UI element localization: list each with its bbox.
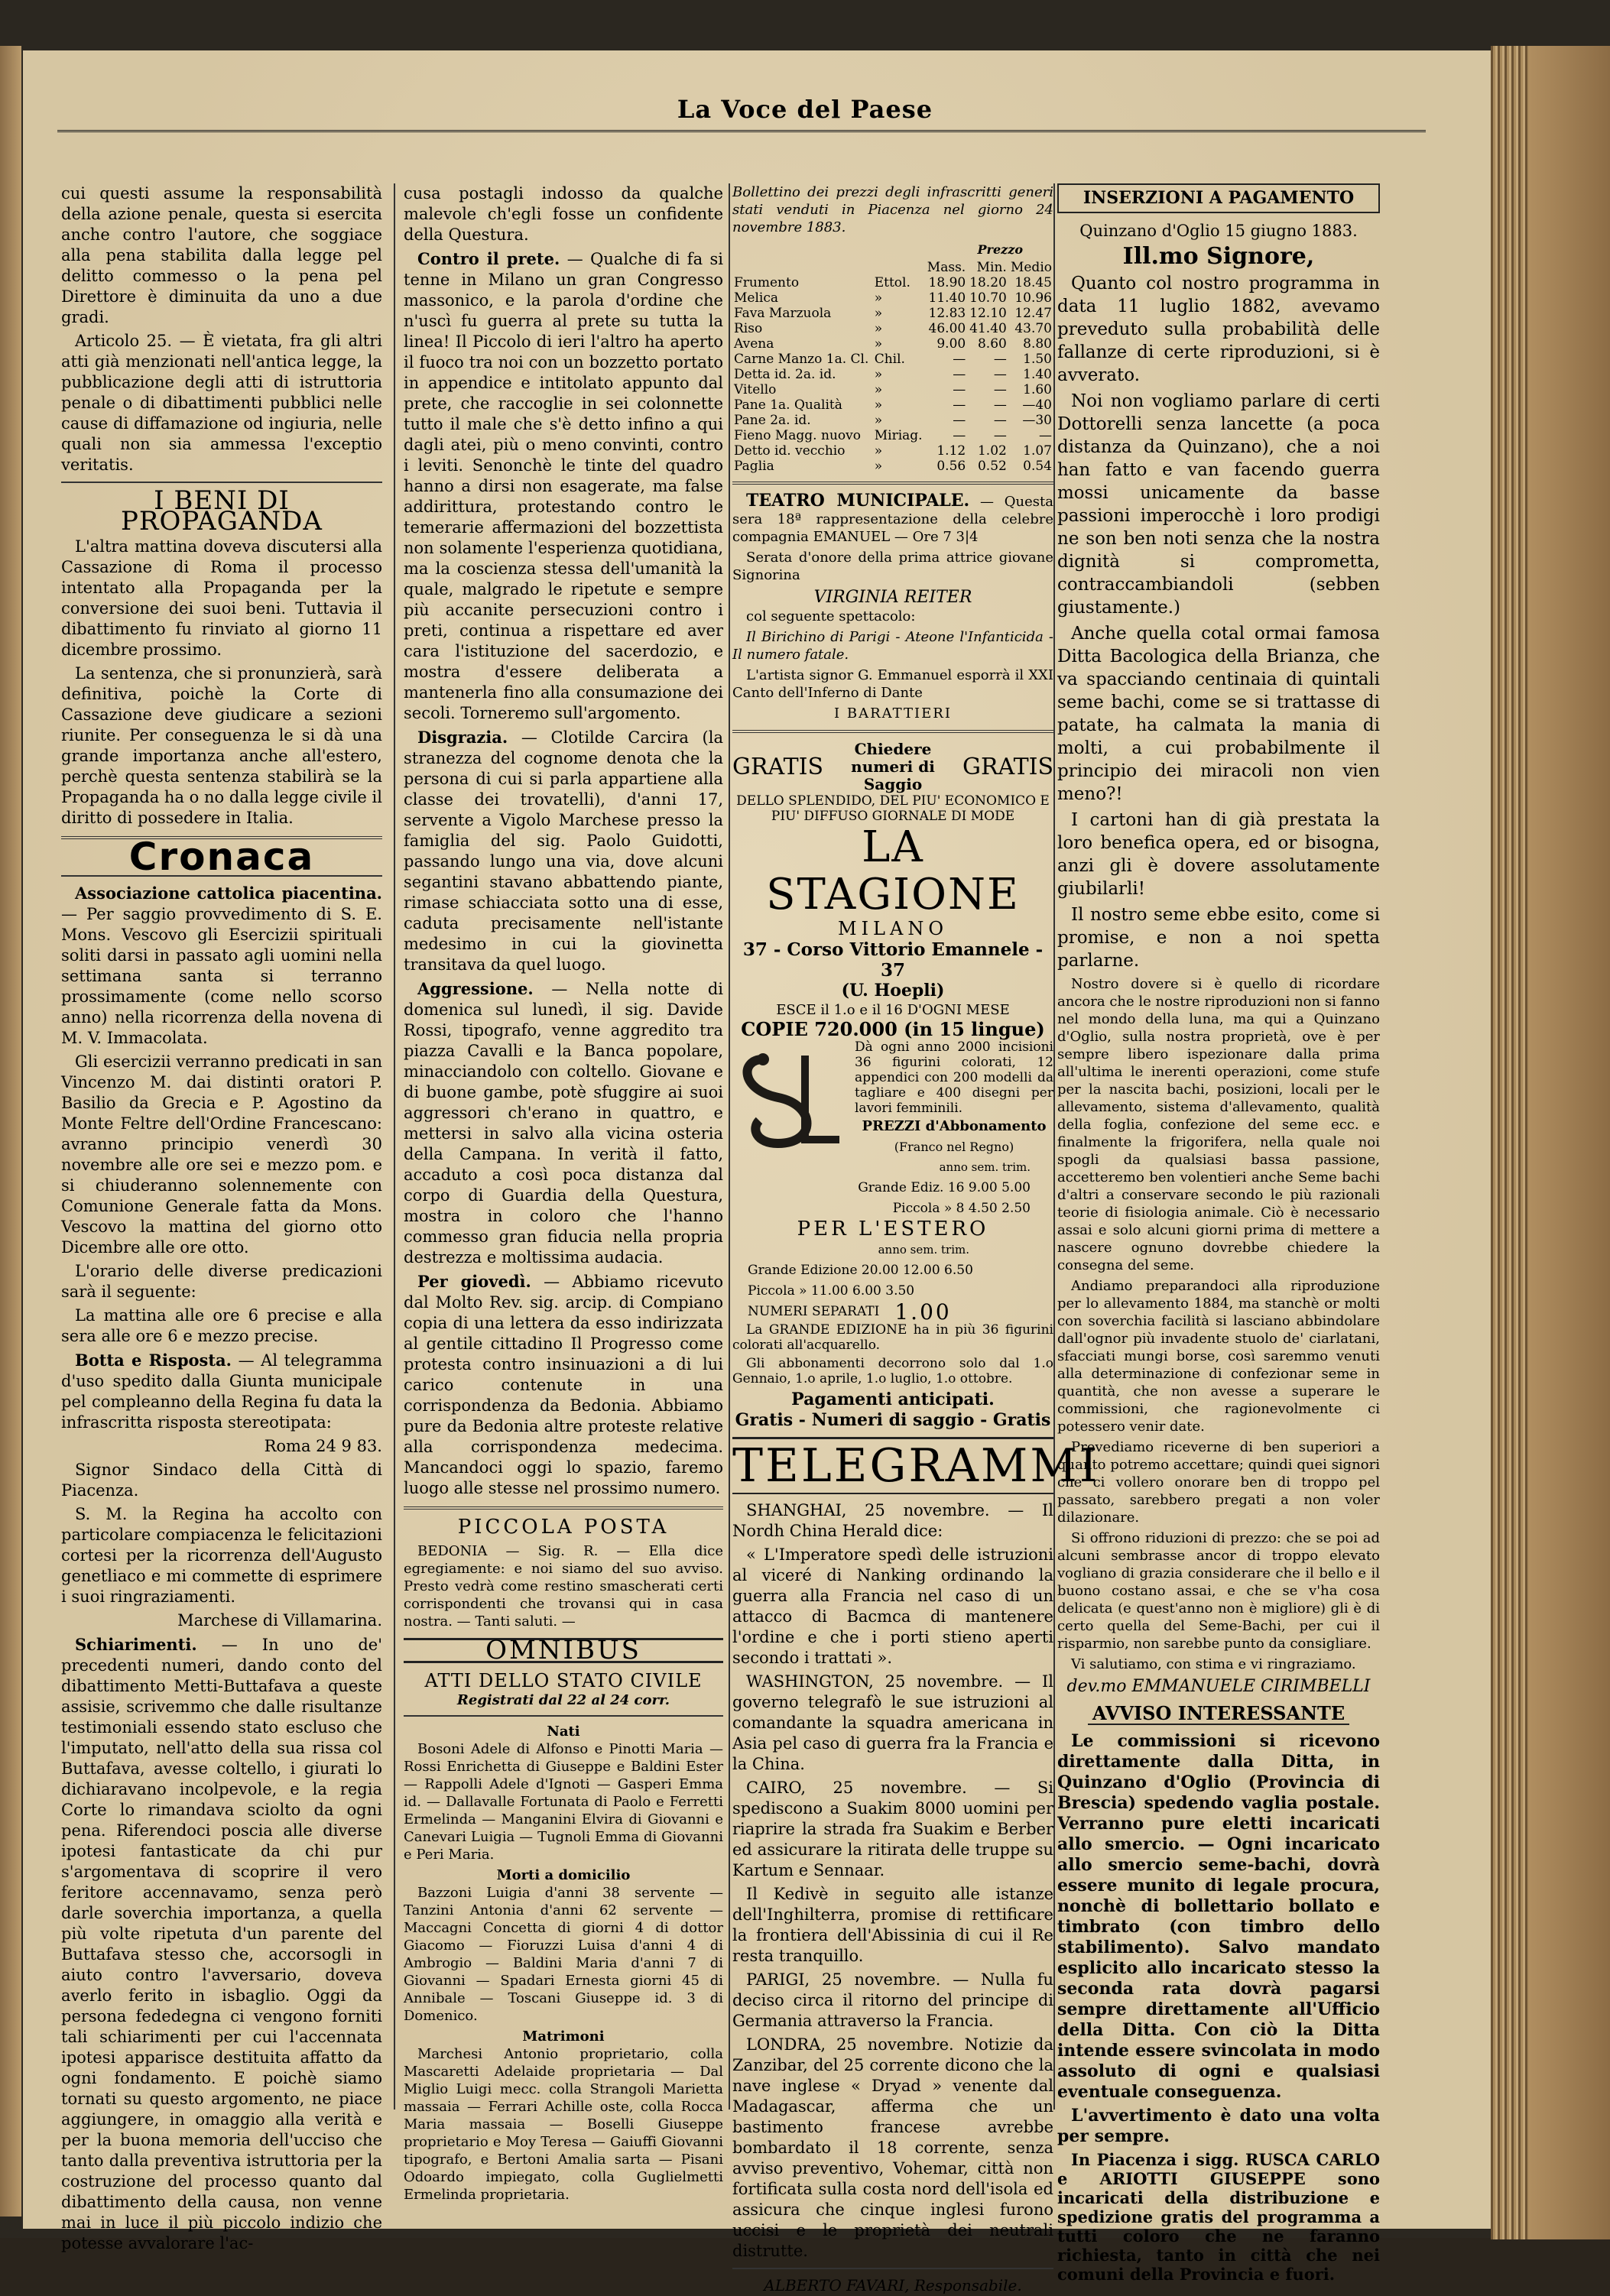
market-cell: — [993, 397, 1007, 413]
market-row [732, 367, 1053, 382]
paragraph: BEDONIA — Sig. R. — Ella dice egregiamente: e noi siamo del suo avviso. Presto vedrà come restino smascherati certi corrispondenti che trovansi qui in casa nostra. — Tanti saluti. — [404, 1543, 723, 1630]
ad-copies: COPIE 720.000 (in 15 lingue) [741, 1018, 1045, 1040]
paragraph: Il nostro seme ebbe esito, come si promise, e non a noi spetta parlarne. [1057, 905, 1380, 971]
ad-address: 37 - Corso Vittorio Emannele - 37 [742, 939, 1044, 981]
divider [732, 2268, 1053, 2269]
paragraph: Le commissioni si ricevono direttamente dalla Ditta, in Quinzano d'Oglio (Provincia di Brescia) spedendo vaglia postale. Verranno pure eletti incaricati allo smercio. — Ogni incaricato allo smercio seme-bachi, dovrà essere munito di legale procura, nonchè di bollettario bollato e timbrato (con timbro dello stabilimento). Salvo mandato esplicito allo incaricato stesso la seconda rata dovrà pagarsi sempre direttamente all'Ufficio della Ditta. Con ciò la Ditta intende essere svincolata in modo assoluto di ogni e qualsiasi eventuale conseguenza. [1057, 1731, 1380, 2102]
ad-city: MILANO [838, 918, 948, 939]
paragraph: Quanto col nostro programma in data 11 luglio 1882, avevamo preveduto sulla probabilità delle fallanze di certe riproduzioni, si è avverato. [1057, 274, 1380, 385]
paragraph: LONDRA, 25 novembre. Notizie da Zanzibar, del 25 corrente dicono che la nave inglese « Dryad » venente dal Madagascar, afferma che un bastimento francese avrebbe bombardato il 18 corrente, senza avviso preventivo, Vohemar, città non fortificata sulla costa nord dell'isola ed assicura che cinque inglesi furono uccisi e le proprietà dei neutrali distrutte. [732, 2035, 1053, 2260]
avviso-title: AVVISO INTERESSANTE [1088, 1703, 1349, 1725]
ad-gratis-right: GRATIS [962, 754, 1053, 780]
item-heading: Schiarimenti. [75, 1635, 197, 1654]
market-row [732, 352, 1053, 367]
list-heading: Morti a domicilio [496, 1867, 631, 1883]
ad-price-estero-piccola: Piccola » 11.00 6.00 3.50 [748, 1283, 915, 1299]
ad-price-estero-grande: Grande Edizione 20.00 12.00 6.50 [748, 1263, 973, 1278]
paragraph: L'orario delle diverse predicazioni sarà il seguente: [61, 1262, 382, 1301]
divider [732, 482, 1053, 485]
market-row [732, 321, 1053, 336]
page-edges-stack [1491, 46, 1610, 2239]
letter-date: Roma 24 9 83. [264, 1437, 382, 1455]
market-cell: Frumento [734, 275, 800, 290]
ad-separati-label: NUMERI SEPARATI [748, 1304, 880, 1319]
market-cell: —30 [1022, 413, 1052, 428]
item-heading: Aggressione. [417, 979, 534, 998]
market-row [732, 413, 1053, 428]
market-cell: Fava Marzuola [734, 306, 832, 321]
market-cell: — [953, 413, 966, 428]
paragraph: Andiamo preparandoci alla riproduzione per lo allevamento 1884, ma stanchè or molti con soverchia facilità si lasciano abbindolare dall'ognor più invadente stuolo de' ciarlatani, sfacciati mungi borse, così saremmo venuti alla determinazione di confezionar seme in quantità, che non avesse a superare le commissioni, che ragionevolmente ci potessero venir date. [1057, 1278, 1380, 1435]
column-2 [404, 183, 723, 2207]
item-text: — Abbiamo ricevuto dal Molto Rev. sig. arcip. di Compiano copia di una lettera da esso indirizzata al gentile cittadino Il Progresso come protesta contro insinuazioni a di lui carico contenute in una corrispondenza da Bedonia. Abbiamo pure da Bedonia altre proteste relative alla corrispondenza medecima. Mancandoci oggi lo spazio, faremo luogo alle stesse nel prossimo numero. [404, 1273, 723, 1497]
header-rule [57, 130, 1426, 132]
divider [61, 482, 382, 483]
market-cell: » [874, 413, 883, 428]
paragraph: WASHINGTON, 25 novembre. — Il governo telegrafò le sue istruzioni al comandante la squadra americana in Asia pel caso di guerra fra la Francia e la China. [732, 1672, 1053, 1773]
market-cell: Paglia [734, 459, 774, 474]
paragraph: L'avvertimento è dato una volta per sempre. [1057, 2106, 1380, 2146]
market-cell: » [874, 336, 883, 352]
paragraph: Marchesi Antonio proprietario, colla Mascaretti Adelaide proprietaria — Dal Miglio Luigi mecc. colla Strangoli Marietta massaia — Ferrari Achille oste, colla Rocca Maria massaia — Boselli Giuseppe proprietario e Moy Teresa — Gaiuffi Giovanni tipografo, e Bertoni Amalia sarta — Pisani Odoardo impiegato, colla Guglielmetti Ermelinda proprietaria. [404, 2046, 723, 2203]
item-text: — In uno de' precedenti numeri, dando conto del dibattimento Metti-Buttafava a queste assisie, scrivemmo che dalle risultanze testimoniali essendo stato escluso che l'imputato, nell'atto della sua rissa col Buttafava, avesse coltello, i giurati lo dichiaravano incolpevole, e la regia Corte lo rimandava sciolto da ogni pena. Riferendoci poscia alle diverse ipotesi fantasticate da chi pur s'argomentava di scoprire il vero feritore accennavamo, senza però darle soverchia importanza, a quella più volte ripetuta d'un parente del Buttafava stesso che, accorsogli in aiuto contro l'avversario, doveva averlo ferito in isbaglio. Oggi da persona fededegna ci vengono forniti tali schiarimenti per cui l'accennata ipotesi apparisce destituita affatto da ogni fondamento. E poichè siamo tornati su questo argomento, ne piace aggiungere, in omaggio alla verità e per la buona memoria dell'ucciso che tanto dalla preventiva istruttoria per la costruzione del processo quanto dal dibattimento della causa, non venne mai in luce il più piccolo indizio che potesse avvalorare l'ac- [61, 1636, 382, 2252]
market-cell: » [874, 443, 883, 459]
actress-name: VIRGINIA REITER [813, 588, 972, 607]
ad-gratis-line: Gratis - Numeri di saggio - Gratis [735, 1410, 1051, 1430]
column-divider [729, 183, 730, 2110]
paragraph: La mattina alle ore 6 precise e alla sera alle ore 6 e mezzo precise. [61, 1306, 382, 1345]
item-text: — Clotilde Carcira (la stranezza del cognome denota che la persona di cui si parla appartiene alla classe dei trovatelli), d'anni 17, servente a Vigolo Marchese presso la famiglia del sig. Paolo Guidotti, passando lungo una via, dove alcuni segantini stavano abbattendo piante, rimase schiacciata sotto una di esse, caduta precisamente nell'istante medesimo in cui la giovinetta transitava da quel luogo. [404, 728, 723, 974]
column-divider [394, 183, 395, 2110]
market-cell: » [874, 459, 883, 474]
letter-addressee: Signor Sindaco della Città di Piacenza. [61, 1461, 382, 1500]
subsection-title: ATTI DELLO STATO CIVILE [424, 1670, 703, 1691]
market-header-cell: Mass. [927, 260, 966, 275]
salutation: Ill.mo Signore, [1122, 243, 1315, 270]
paragraph: Si offrono riduzioni di prezzo: che se poi ad alcuni sembrasse ancor di troppo elevato vogliano di grazia considerare che il bello e il buono costano assai, e che se v'ha cosa delicata (e quest'anno non è migliore) gli è di certo quella del Seme-Bachi, per cui il risparmio, non sarebbe punto da consigliare. [1057, 1530, 1380, 1652]
market-cell: Avena [734, 336, 774, 352]
market-cell: — [953, 397, 966, 413]
market-cell: — [953, 382, 966, 397]
market-cell: 1.50 [1023, 352, 1052, 367]
book-binding-edge [0, 46, 21, 2217]
subsection-subtitle: Registrati dal 22 al 24 corr. [456, 1692, 670, 1708]
market-header-cell [873, 260, 925, 275]
market-cell: 10.70 [969, 290, 1007, 306]
market-cell: » [874, 367, 883, 382]
paragraph: L'altra mattina doveva discutersi alla Cassazione di Roma il processo intentato alla Propaganda per la conversione dei suoi beni. Tuttavia il dibattimento fu rinviato al giorno 11 dicembre prossimo. [61, 537, 382, 659]
paragraph: PARIGI, 25 novembre. — Nulla fu deciso circa il ritorno del principe di Germania attraverso la Francia. [732, 1970, 1053, 2030]
market-cell: 1.60 [1023, 382, 1052, 397]
item-heading: Contro il prete. [417, 249, 560, 268]
ad-price-piccola: Piccola » 8 4.50 2.50 [892, 1201, 1031, 1216]
market-cell: Carne Manzo 1a. Cl. [734, 352, 869, 367]
market-intro: Bollettino dei prezzi degli infrascritti generi stati venduti in Piacenza nel giorno 24 novembre 1883. [732, 184, 1053, 235]
market-cell: Chil. [874, 352, 905, 367]
market-header-cell: Medio [1010, 260, 1052, 275]
market-cell: 0.54 [1023, 459, 1052, 474]
signature: I BARATTIERI [834, 705, 952, 722]
ad-price-columns: anno sem. trim. [878, 1243, 969, 1257]
item-heading: TEATRO MUNICIPALE. [746, 491, 970, 511]
ad-title: LA STAGIONE [766, 822, 1020, 919]
market-row [732, 459, 1053, 474]
market-cell: Pane 1a. Qualità [734, 397, 842, 413]
paragraph: Serata d'onore della prima attrice giovane Signorina [732, 550, 1053, 583]
advertisement-la-stagione [732, 741, 1053, 1431]
market-cell: Detta id. 2a. id. [734, 367, 836, 382]
ad-request: Chiedere numeri di Saggio [851, 740, 935, 793]
market-price-table [732, 260, 1053, 474]
market-cell: 43.70 [1014, 321, 1052, 336]
market-cell: — [953, 367, 966, 382]
ad-estero-heading: PER L'ESTERO [797, 1218, 989, 1240]
market-cell: — [993, 367, 1007, 382]
market-cell: Fieno Magg. nuovo [734, 428, 861, 443]
market-cell: Miriag. [874, 428, 923, 443]
item-heading: Per giovedì. [417, 1272, 531, 1291]
dateline: Quinzano d'Oglio 15 giugno 1883. [1079, 222, 1358, 240]
section-title-omnibus: OMNIBUS [404, 1638, 723, 1663]
market-cell: 10.96 [1014, 290, 1052, 306]
market-cell: » [874, 290, 883, 306]
market-cell: » [874, 382, 883, 397]
ad-price-grande: Grande Ediz. 16 9.00 5.00 [858, 1180, 1031, 1195]
market-cell: Melica [734, 290, 778, 306]
paragraph: S. M. la Regina ha accolto con particolare compiacenza le felicitazioni cortesi per la ricorrenza dell'Augusto genetliaco e mi commette di esprimere i suoi ringraziamenti. [61, 1505, 382, 1606]
ad-payment: Pagamenti anticipati. [791, 1390, 995, 1409]
section-title: PICCOLA POSTA [457, 1516, 670, 1539]
section-title: I BENI DI PROPAGANDA [121, 485, 323, 537]
market-cell: Pane 2a. id. [734, 413, 811, 428]
market-row [732, 336, 1053, 352]
paragraph: « L'Imperatore spedì delle istruzioni al viceré di Nanking ordinando la guerra alla Francia nel caso di un attacco di Bacmca di mantenere l'ordine e che i porti stieno aperti secondo i trattati ». [732, 1545, 1053, 1667]
column-1 [61, 183, 382, 2257]
section-title-telegrammi: TELEGRAMMI [732, 1437, 1053, 1494]
market-row [732, 397, 1053, 413]
market-cell: —40 [1022, 397, 1052, 413]
market-row [732, 443, 1053, 459]
paragraph: Noi non vogliamo parlare di certi Dottorelli senza lancette (a poca distanza da Quinzano), che a noi han fatto e van facendo guerra mossi unicamente da basse passioni imperocchè i loro prodigi ne son ben noti senza che la nostra dignità si comprometta, contraccambiandoli (sebben giustamente.) [1057, 391, 1380, 618]
market-cell: — [993, 382, 1007, 397]
market-cell: » [874, 321, 883, 336]
ad-gratis-left: GRATIS [732, 754, 823, 780]
divider [404, 1506, 723, 1510]
market-cell: 0.52 [977, 459, 1007, 474]
column-divider [1053, 183, 1055, 2110]
market-row [732, 290, 1053, 306]
list-heading: Nati [547, 1724, 580, 1740]
market-cell: 18.45 [1014, 275, 1052, 290]
paragraph: In Piacenza i sigg. RUSCA CARLO e ARIOTTI GIUSEPPE sono incaricati della distribuzione e spedizione gratis del programma a tutti coloro che ne faranno richiesta, tanto in città che nei comuni della Provincia e fuori. [1057, 2150, 1380, 2284]
item-text: — Per saggio provvedimento di S. E. Mons. Vescovo gli Esercizii spirituali soliti darsi in passato agli uomini nella settimana santa si terranno prossimamente (come nello scorso anno) nella ricorrenza della novena di M. V. Immacolata. [61, 905, 382, 1047]
ad-description: Dà ogni anno 2000 incisioni 36 figurini colorati, 12 appendici con 200 modelli da tagliare e 400 disegni per lavori femminili. [855, 1039, 1053, 1116]
paragraph: Il Kedivè in seguito alle istanze dell'Inghilterra, promise di rettificare la frontiera dell'Abissinia di cui il Re resta tranquillo. [732, 1885, 1053, 1965]
paragraph: SHANGHAI, 25 novembre. — Il Nordh China Herald dice: [732, 1501, 1053, 1540]
paragraph: Bosoni Adele di Alfonso e Pinotti Maria — Rossi Enrichetta di Giuseppe e Baldini Ester — Rappolli Adele d'Ignoti — Gasperi Emma id. — Dallavalle Fortunata di Paolo e Ferretti Ermelinda — Manganini Elvira di Giovanni e Canevari Luigia — Tugnoli Emma di Giovanni e Peri Maria. [404, 1741, 723, 1863]
market-cell: Detto id. vecchio [734, 443, 846, 459]
paragraph: CAIRO, 25 novembre. — Si spediscono a Suakim 8000 uomini per riaprire la strada fra Suakim e Berber ed assicurare la ritirata delle truppe su Kartum e Sennaar. [732, 1779, 1053, 1879]
market-cell: 8.80 [1023, 336, 1052, 352]
section-title-cronaca: Cronaca [128, 835, 315, 879]
price-label: Prezzo [977, 242, 1023, 257]
market-row [732, 428, 1053, 443]
market-cell: 12.47 [1014, 306, 1052, 321]
market-cell: 1.02 [977, 443, 1007, 459]
market-cell: Riso [734, 321, 763, 336]
paragraph: Anche quella cotal ormai famosa Ditta Bacologica della Brianza, che va spacciando centinaia di quintali seme bachi, come se si trattasse di patate, ha calmata la mania di molti, a cui probabilmente il principio dei miracoli non vien meno?! [1057, 624, 1380, 804]
item-heading: Associazione cattolica piacentina. [75, 884, 382, 903]
market-cell: Ettol. [874, 275, 910, 290]
market-cell: — [993, 428, 1007, 443]
item-text: — Nella notte di domenica sul lunedì, il sig. Davide Rossi, tipografo, venne aggredito tra piazza Cavalli e la Banca popolare, minacciandolo con coltello. Giovane e di buone gambe, potè sfuggire ai suoi aggressori ch'erano in quattro, e mettersi in salvo alla vicina osteria della Campana. In verità il fatto, accaduto a così poca distanza dal corpo di Guardia della Questura, mostra in coloro che l'hanno commesso gran fiducia nella propria destrezza e moltissima audacia. [404, 980, 723, 1266]
market-cell: 18.20 [969, 275, 1007, 290]
ad-publisher: (U. Hoepli) [841, 981, 945, 1000]
ad-note: La GRANDE EDIZIONE ha in più 36 figurini colorati all'acquarello. [732, 1322, 1053, 1353]
market-cell: » [874, 306, 883, 321]
column-3 [732, 183, 1100, 2296]
ad-subtitle: DELLO SPLENDIDO, DEL PIU' ECONOMICO E PIU' DIFFUSO GIORNALE DI MODE [736, 793, 1050, 824]
market-cell: 1.40 [1023, 367, 1052, 382]
market-row [732, 382, 1053, 397]
market-cell: 18.90 [928, 275, 966, 290]
market-cell: 0.56 [936, 459, 966, 474]
ad-separati-price: 1.00 [894, 1299, 952, 1325]
market-row [732, 275, 1053, 290]
market-cell: — [1039, 428, 1052, 443]
market-cell: 11.40 [928, 290, 966, 306]
paragraph: Articolo 25. — È vietata, fra gli altri atti già menzionati nell'antica legge, la pubblicazione degli atti di istruttoria penale o di dibattimenti pubblici nelle cause di diffamazione od ingiuria, nelle quali non sia ammessa l'exceptio veritatis. [61, 332, 382, 474]
signature: dev.mo EMMANUELE CIRIMBELLI [1066, 1677, 1371, 1696]
section-title-inserzioni: INSERZIONI A PAGAMENTO [1057, 183, 1380, 213]
paragraph: L'artista signor G. Emmanuel esporrà il XXI Canto dell'Inferno di Dante [732, 667, 1053, 701]
column-4 [1057, 183, 1380, 2287]
ad-franco: (Franco nel Regno) [894, 1140, 1014, 1154]
market-row [732, 306, 1053, 321]
la-stagione-monogram-icon [732, 1044, 847, 1159]
paragraph: Bazzoni Luigia d'anni 38 servente — Tanzini Antonia d'anni 62 servente — Maccagni Concetta di giorni 4 di dottor Giacomo — Fioruzzi Luisa d'anni 4 di Ambrogio — Baldini Maria d'anni 7 di Giovanni — Spadari Ernesta giorni 45 di Annibale — Toscani Giuseppe id. 3 di Domenico. [404, 1885, 723, 2024]
market-cell: 9.00 [936, 336, 966, 352]
paragraph: col seguente spettacolo: [746, 608, 916, 624]
market-cell: 41.40 [969, 321, 1007, 336]
ad-note: Gli abbonamenti decorrono solo dal 1.o Gennaio, 1.o aprile, 1.o luglio, 1.o ottobre. [732, 1356, 1053, 1386]
market-cell: — [953, 428, 966, 443]
paragraph: I cartoni han di già prestata la loro benefica opera, ed or bisogna, anzi gli è dovere assolutamente giubilarli! [1057, 810, 1380, 899]
market-cell: — [953, 352, 966, 367]
masthead-title: La Voce del Paese [677, 95, 933, 124]
ad-schedule: ESCE il 1.o e il 16 D'OGNI MESE [776, 1002, 1010, 1018]
item-text: — Al telegramma d'uso spedito dalla Giunta municipale pel compleanno della Regina fu data la infrascritta risposta stereotipata: [61, 1351, 382, 1432]
paragraph: Vi salutiamo, con stima e vi ringraziamo. [1071, 1656, 1356, 1672]
market-cell: 1.12 [936, 443, 966, 459]
market-cell: 8.60 [977, 336, 1007, 352]
item-heading: Botta e Risposta. [75, 1351, 232, 1370]
market-cell: — [993, 352, 1007, 367]
responsible-editor: ALBERTO FAVARI, Responsabile. [764, 2276, 1022, 2294]
paragraph: Il Birichino di Parigi - Ateone l'Infanticida - Il numero fatale. [732, 629, 1053, 663]
divider [732, 730, 1053, 733]
market-header-cell [732, 260, 873, 275]
paragraph: Prevediamo riceverne di ben superiori a quanto potremo accettare; quindi quei signori che ci vollero onorare ben di troppo pel passato, sarebbero pregati a non voler dilazionare. [1057, 1439, 1380, 1526]
market-cell: 1.07 [1023, 443, 1052, 459]
paragraph: Nostro dovere si è quello di ricordare ancora che le nostre riproduzioni non si fanno nel mondo della luna, ma qui a Quinzano d'Oglio, sulla nostra proprietà, ove è per sempre libero ispezionare dalla prima all'ultima le inerenti operazioni, come stufe per la nascita bachi, posizioni, locali per le allevamento, sistema d'allevamento, qualità della foglia, confezione del seme ecc. e finalmente la frigorifera, nella quale noi spogli da qualsiasi bassa passione, accetteremo ben volentieri anche Seme bachi d'altri a conservare secondo le più razionali teorie di fisiologia animale. Ciò è necessario assai e solo alcuni giorni prima di mettere a nascere ognuno dovrebbe chiedere la consegna del seme. [1057, 976, 1380, 1273]
market-cell: 12.10 [969, 306, 1007, 321]
market-cell: Vitello [734, 382, 777, 397]
market-header-cell: Min. [976, 260, 1007, 275]
letter-signature: Marchese di Villamarina. [177, 1611, 382, 1630]
ad-prices-heading: PREZZI d'Abbonamento [862, 1118, 1047, 1134]
paragraph: cui questi assume la responsabilità della azione penale, questa si esercita anche contro l'autore, che soggiace alla pena stabilita dalla legge pel delitto commesso o la pena pel Direttore è diminuita da uno a due gradi. [61, 184, 382, 326]
paragraph: Gli esercizii verranno predicati in san Vincenzo M. dai distinti oratori P. Basilio da Grecia e P. Agostino da Monte Feltre dell'Ordine Francescano: avranno principio venerdì 30 novembre alle ore sei e mezzo pom. e si chiuderanno solennemente con Comunione Generale fatta da Mons. Vescovo la mattina del giorno otto Dicembre alle ore otto. [61, 1052, 382, 1257]
market-cell: — [993, 413, 1007, 428]
market-cell: 12.83 [928, 306, 966, 321]
ad-price-columns: anno sem. trim. [939, 1160, 1031, 1174]
list-heading: Matrimoni [522, 2028, 605, 2045]
market-cell: 46.00 [928, 321, 966, 336]
item-text: — Questa sera 18ª rappresentazione della celebre compagnia EMANUEL — Ore 7 3|4 [732, 494, 1053, 545]
paragraph: La sentenza, che si pronunzierà, sarà definitiva, poichè la Corte di Cassazione deve giudicare a sezioni riunite. Per conseguenza le si dà una grande importanza anche all'estero, perchè questa sentenza stabilirà se la Propaganda ha o no dalla legge civile il diritto di possedere in Italia. [61, 664, 382, 827]
market-cell: » [874, 397, 883, 413]
item-text: — Qualche di fa si tenne in Milano un gran Congresso massonico, e la parola d'ordine che n'uscì fu guerra al prete su tutta la linea! Il Piccolo di ieri l'altro ha aperto il fuoco tra noi con un bozzetto portato in appendice e intitolato appunto dal prete, che raccoglie in sei colonnette tutto il male che s'è detto infino a qui dagli atei, più o meno convinti, contro i leviti. Senonchè le tinte del quadro hanno a dirsi non esagerate, ma false addirittura, protestando contro le temerarie affermazioni del bozzettista non solamente l'esperienza quotidiana, ma la coscienza stessa dell'umanità la quale, malgrado le ripetute e sempre più accanite persecuzioni contro i preti, continua a rispettare ed aver cara l'istituzione del sacerdozio, e mostra d'essere deliberata a mantenerla fino alla consumazione dei secoli. Torneremo sull'argomento. [404, 250, 723, 722]
paragraph: cusa postagli indosso da qualche malevole ch'egli fosse un confidente della Questura. [404, 184, 723, 244]
item-heading: Disgrazia. [417, 728, 508, 747]
divider [404, 1715, 723, 1717]
